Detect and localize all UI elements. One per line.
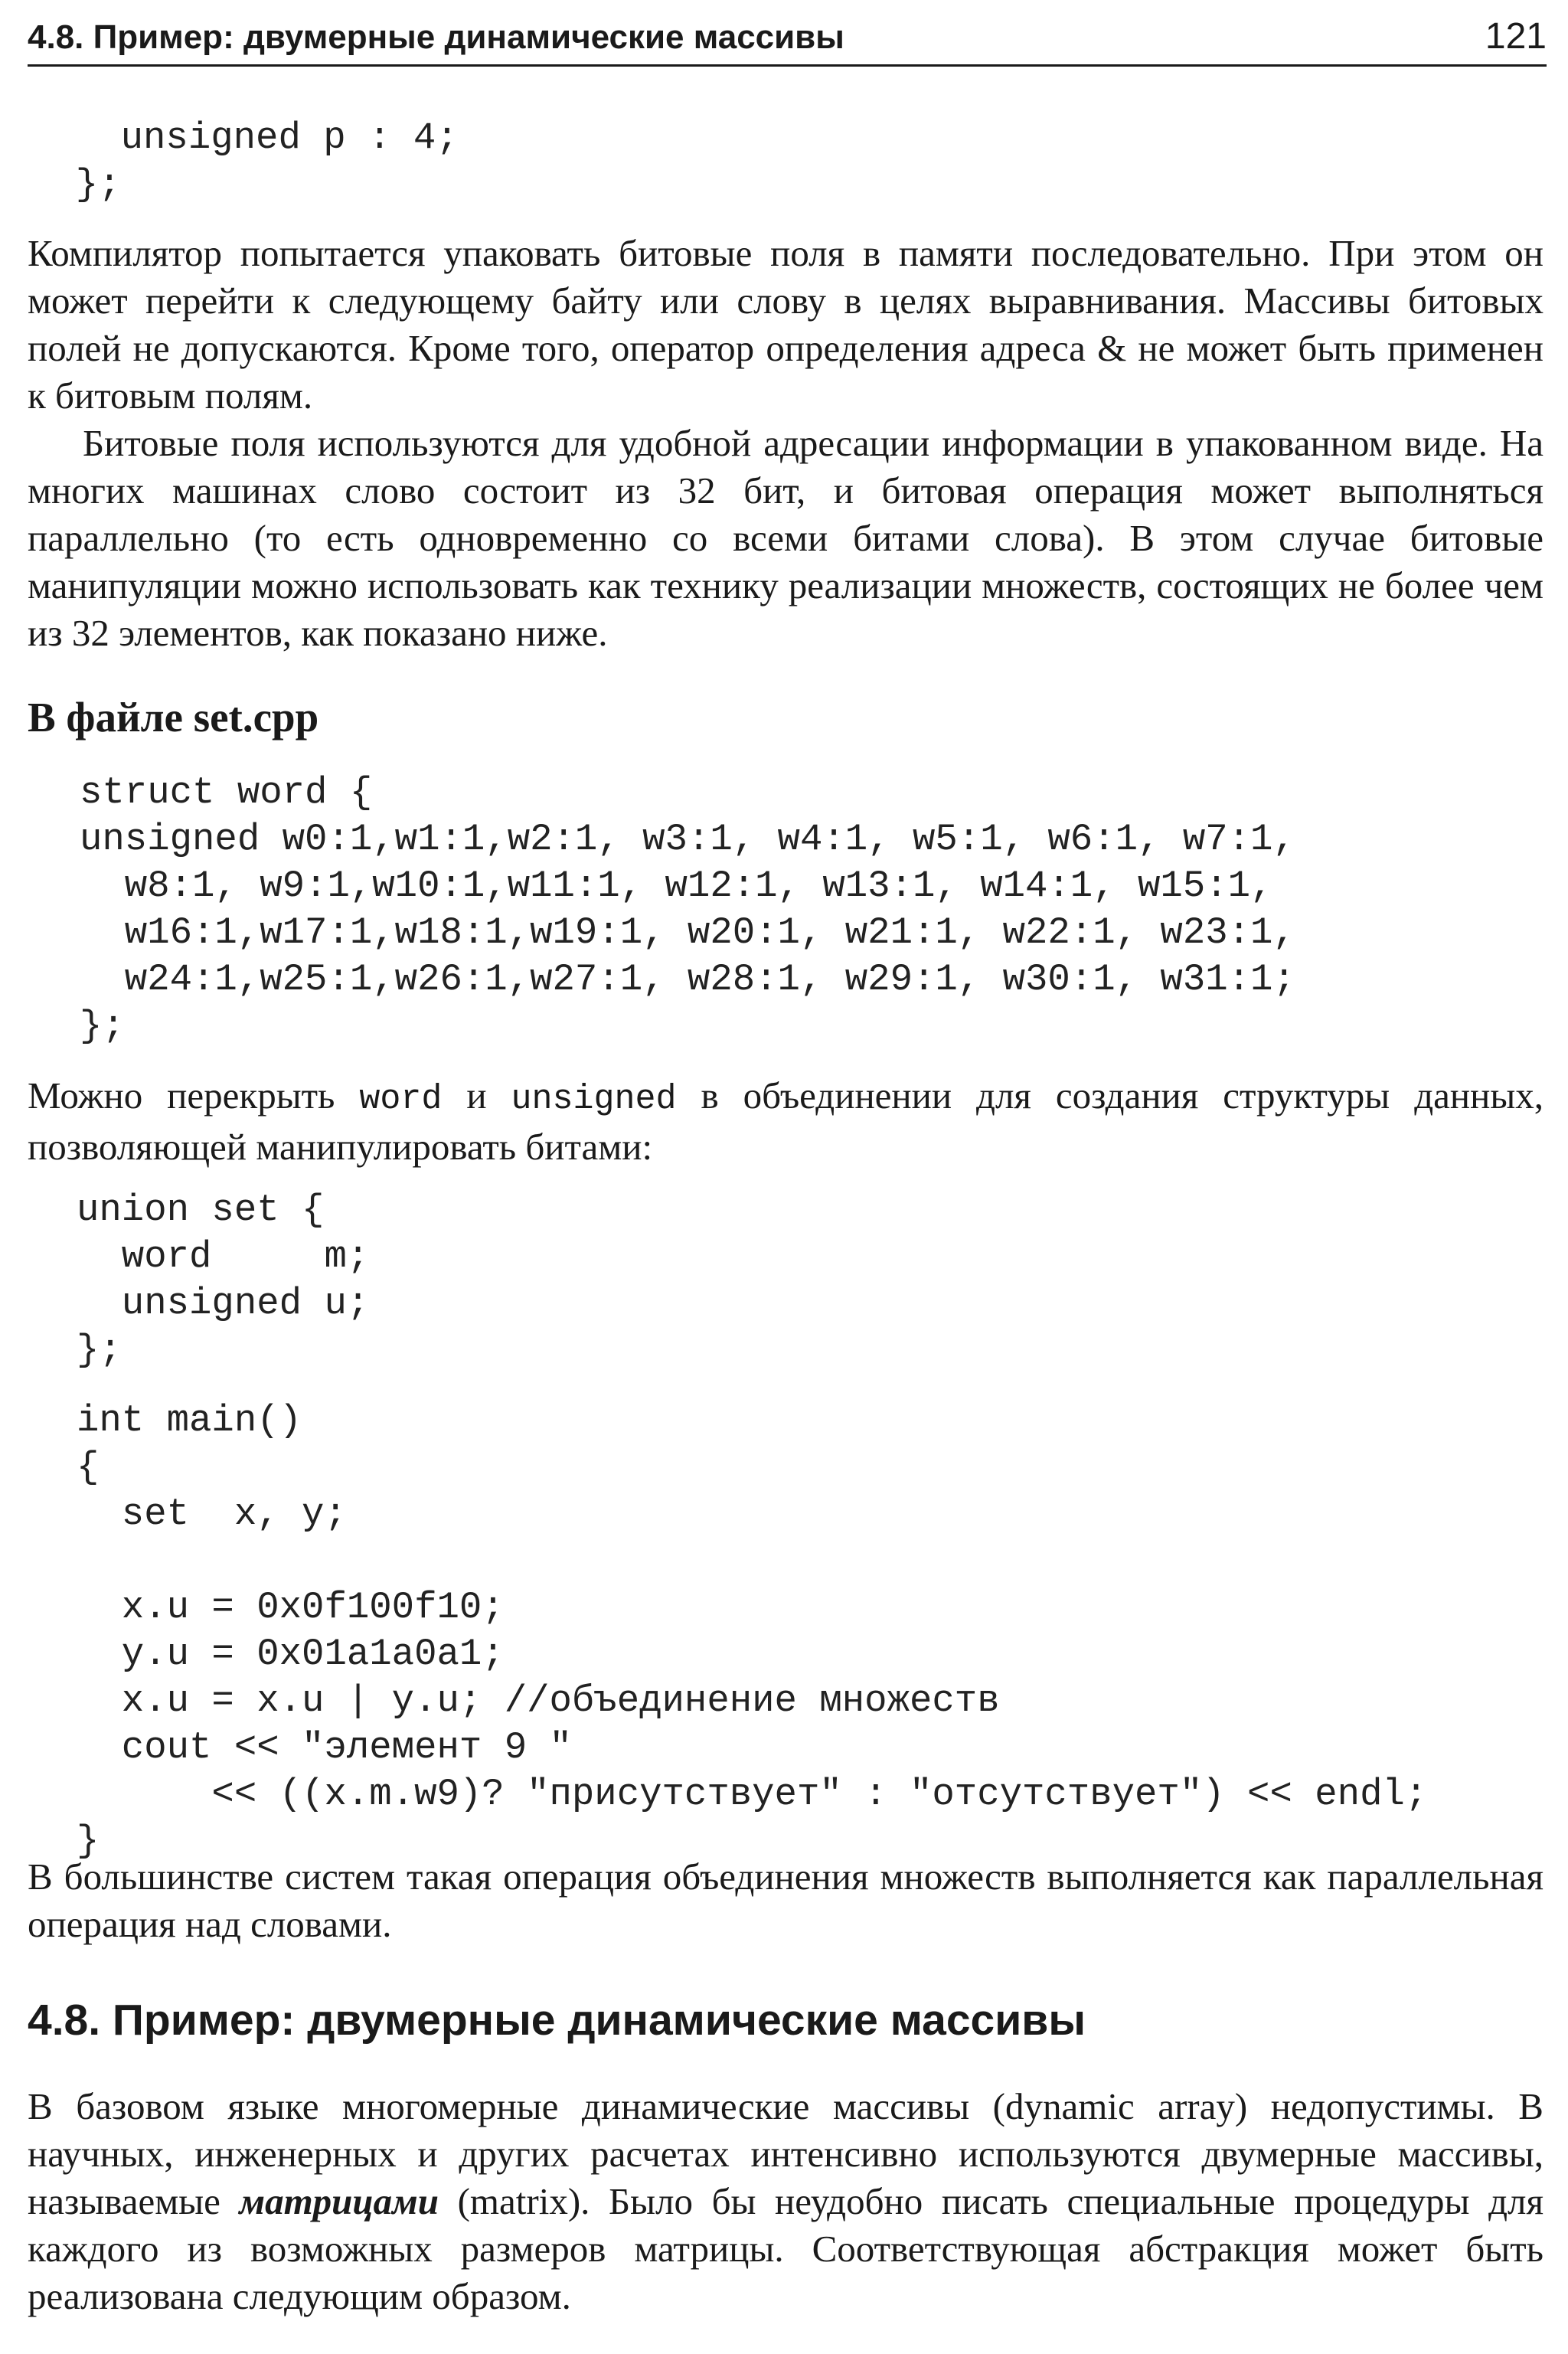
paragraph-bitfield-usage: Битовые поля используются для удобной адресации информации в упакованном виде. На многих машинах слово состоит из 32 бит, и битовая операция может выполняться параллельно (то есть одновременно со всеми битами слова). В этом случае битовые манипуляции можно использовать как технику реализации множеств, состоящих не более чем из 32 элементов, как показано ниже. <box>28 422 1544 654</box>
para3-text-2: и <box>442 1074 511 1117</box>
paragraph-compiler-packing: Компилятор попытается упаковать битовые поля в памяти последовательно. При этом он может перейти к следующему байту или слову в целях выравнивания. Массивы битовых полей не допускаются. Кроме того, оператор определения адреса & не может быть применен к битовым полям. <box>28 232 1544 417</box>
paragraph-set-union: В большинстве систем такая операция объединения множеств выполняется как параллельная операция над словами. <box>28 1855 1544 1945</box>
file-heading-set-cpp: В файле set.cpp <box>28 694 319 741</box>
running-head <box>28 11 1547 67</box>
page-number: 121 <box>1485 16 1547 57</box>
para5-text-2: (matrix). Было бы неудобно писать специальные процедуры для каждого из возможных размеров матрицы. Соответствующая абстракция может быть реализована следующим образом. <box>28 2180 1544 2317</box>
code-block-main: int main() { set x, y; x.u = 0x0f100f10; y.u = 0x01a1a0a1; x.u = x.u | y.u; //объединение множеств cout << "элемент 9 " << ((x.m.w9)? "присутствует" : "отсутствует") << endl; } <box>77 1399 1428 1862</box>
para3-text-1: Можно перекрыть <box>28 1074 360 1117</box>
paragraph-union-overlay <box>28 1072 1544 1171</box>
code-block-struct-word: struct word { unsigned w0:1,w1:1,w2:1, w3:1, w4:1, w5:1, w6:1, w7:1, w8:1, w9:1,w10:1,w11:1, w12:1, w13:1, w14:1, w15:1, w16:1,w17:1,w18:1,w19:1, w20:1, w21:1, w22:1, w23:1, w24:1,w25:1,w26:1,w27:1, w28:1, w29:1, w30:1, w31:1; }; <box>80 771 1295 1048</box>
inline-code-unsigned: unsigned <box>511 1080 677 1119</box>
code-block-bitfield-end: unsigned p : 4; }; <box>75 116 459 206</box>
para5-text-1: В базовом языке многомерные динамические массивы (dynamic array) недопустимы. В научных, инженерных и других расчетах интенсивно используются двумерные массивы, называемые <box>28 2085 1544 2222</box>
section-heading: 4.8. Пример: двумерные динамические массивы <box>28 1996 1086 2045</box>
code-block-union-set: union set { word m; unsigned u; }; <box>77 1188 370 1372</box>
inline-code-word: word <box>359 1080 443 1119</box>
emphasis-matrices: матрицами <box>239 2180 439 2222</box>
running-head-title: 4.8. Пример: двумерные динамические массивы <box>28 18 844 56</box>
para3-text-3: в объединении для создания структуры данных, позволяющей манипулировать битами: <box>28 1074 1544 1168</box>
paragraph-dynamic-arrays <box>28 2083 1544 2320</box>
